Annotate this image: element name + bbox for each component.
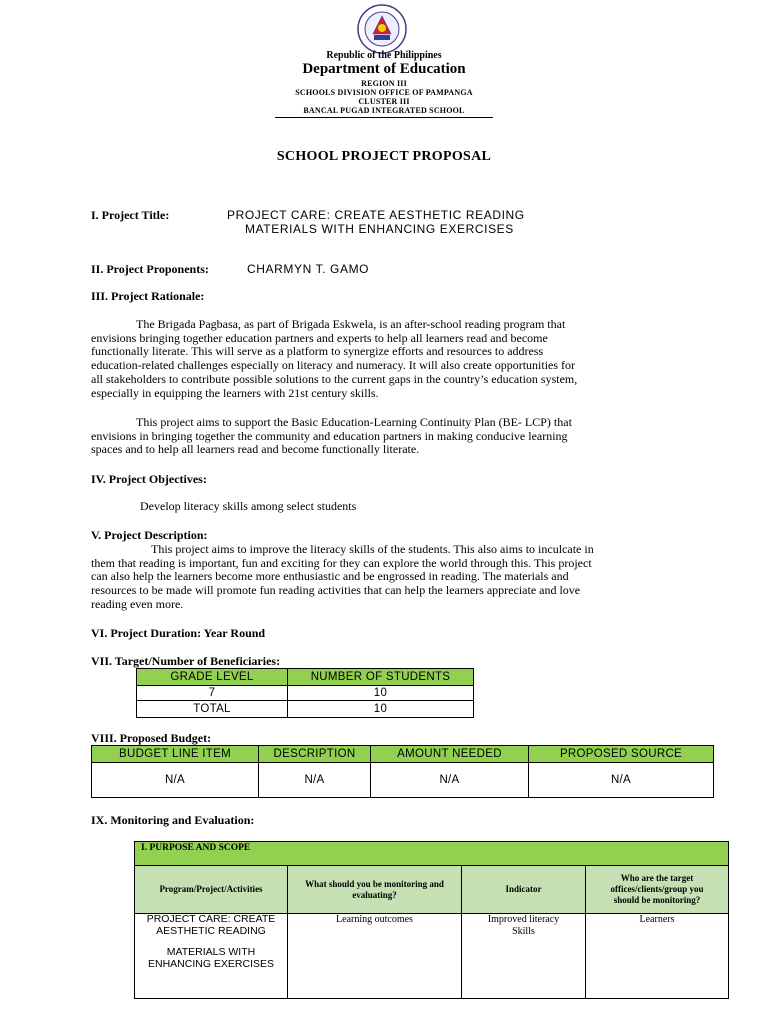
program-name-part2: MATERIALS WITH ENHANCING EXERCISES <box>147 946 275 970</box>
header-division: SCHOOLS DIVISION OFFICE OF PAMPANGA <box>295 88 473 97</box>
header-divider <box>275 117 493 118</box>
monitoring-focus: Learning outcomes <box>288 914 462 999</box>
col-header-target-groups: Who are the target offices/clients/group you should be monitoring? <box>586 866 729 914</box>
doc-title: SCHOOL PROJECT PROPOSAL <box>276 149 492 164</box>
monitoring-label: IX. Monitoring and Evaluation: <box>91 813 255 827</box>
col-header-budget-line-item: BUDGET LINE ITEM <box>92 746 259 763</box>
proponents-value: CHARMYN T. GAMO <box>247 262 370 276</box>
project-title-label: I. Project Title: <box>91 208 170 222</box>
monitoring-table <box>134 841 729 999</box>
col-header-grade-level: GRADE LEVEL <box>137 669 288 686</box>
budget-table <box>91 745 714 798</box>
col-header-proposed-source: PROPOSED SOURCE <box>529 746 714 763</box>
objectives-text: Develop literacy skills among select students <box>140 499 357 513</box>
header-republic: Republic of the Philippines <box>326 50 442 61</box>
program-name-part1: PROJECT CARE: CREATE AESTHETIC READING <box>146 913 276 937</box>
project-title-line1: PROJECT CARE: CREATE AESTHETIC READING <box>227 208 525 222</box>
deped-seal <box>349 4 415 54</box>
header-school: BANCAL PUGAD INTEGRATED SCHOOL <box>303 106 465 115</box>
col-header-amount-needed: AMOUNT NEEDED <box>371 746 529 763</box>
header-region: REGION III <box>361 79 407 88</box>
rationale-paragraph-2: This project aims to support the Basic Education-Learning Continuity Plan (BE- LCP) that envisions in bringing together the community and education partners in making conducive learning spaces and to help all learners read and become functionally literate. <box>91 415 572 457</box>
rationale-paragraph-1: The Brigada Pagbasa, as part of Brigada Eskwela, is an after-school reading program that envisions bringing together education partners and experts to help all learners read and become functionally literate. This will serve as a platform to synergize efforts and resources to address education-related challenges especially on literacy and numeracy. It will also create opportunities for all stakeholders to contribute possible solutions to the current gaps in the country’s education system, especially in equipping the learners with 21st century skills. <box>91 317 578 400</box>
beneficiaries-table <box>136 668 474 718</box>
table-row: TOTAL 10 <box>137 701 474 718</box>
description-label: V. Project Description: <box>91 528 208 542</box>
table-row <box>135 914 729 999</box>
objectives-label: IV. Project Objectives: <box>91 472 207 486</box>
col-header-description: DESCRIPTION <box>259 746 371 763</box>
budget-label: VIII. Proposed Budget: <box>91 731 212 745</box>
table-row: N/A N/A N/A N/A <box>92 763 714 798</box>
table-row: 7 10 <box>137 686 474 701</box>
target-group: Learners <box>586 914 729 999</box>
project-title-line2: MATERIALS WITH ENHANCING EXERCISES <box>245 222 514 236</box>
col-header-indicator: Indicator <box>462 866 586 914</box>
col-header-what-to-monitor: What should you be monitoring and evaluating? <box>288 866 462 914</box>
col-header-program: Program/Project/Activities <box>135 866 288 914</box>
header-department: Department of Education <box>302 61 466 77</box>
rationale-label: III. Project Rationale: <box>91 289 205 303</box>
header-cluster: CLUSTER III <box>358 97 410 106</box>
section-heading: I. PURPOSE AND SCOPE <box>135 842 729 866</box>
description-text: This project aims to improve the literacy skills of the students. This also aims to inculcate in them that reading is important, fun and exciting for they can explore the world through this. This project can also help the learners become more enthusiastic and be engrossed in reading. The materials and resources to be made will promote fun reading activities that can help the learners appreciate and love reading even more. <box>91 542 594 611</box>
col-header-number-of-students: NUMBER OF STUDENTS <box>288 669 474 686</box>
proponents-label: II. Project Proponents: <box>91 262 209 276</box>
indicator-value: Improved literacy Skills <box>462 914 586 999</box>
duration-label: VI. Project Duration: Year Round <box>91 626 266 640</box>
beneficiaries-label: VII. Target/Number of Beneficiaries: <box>91 654 281 668</box>
